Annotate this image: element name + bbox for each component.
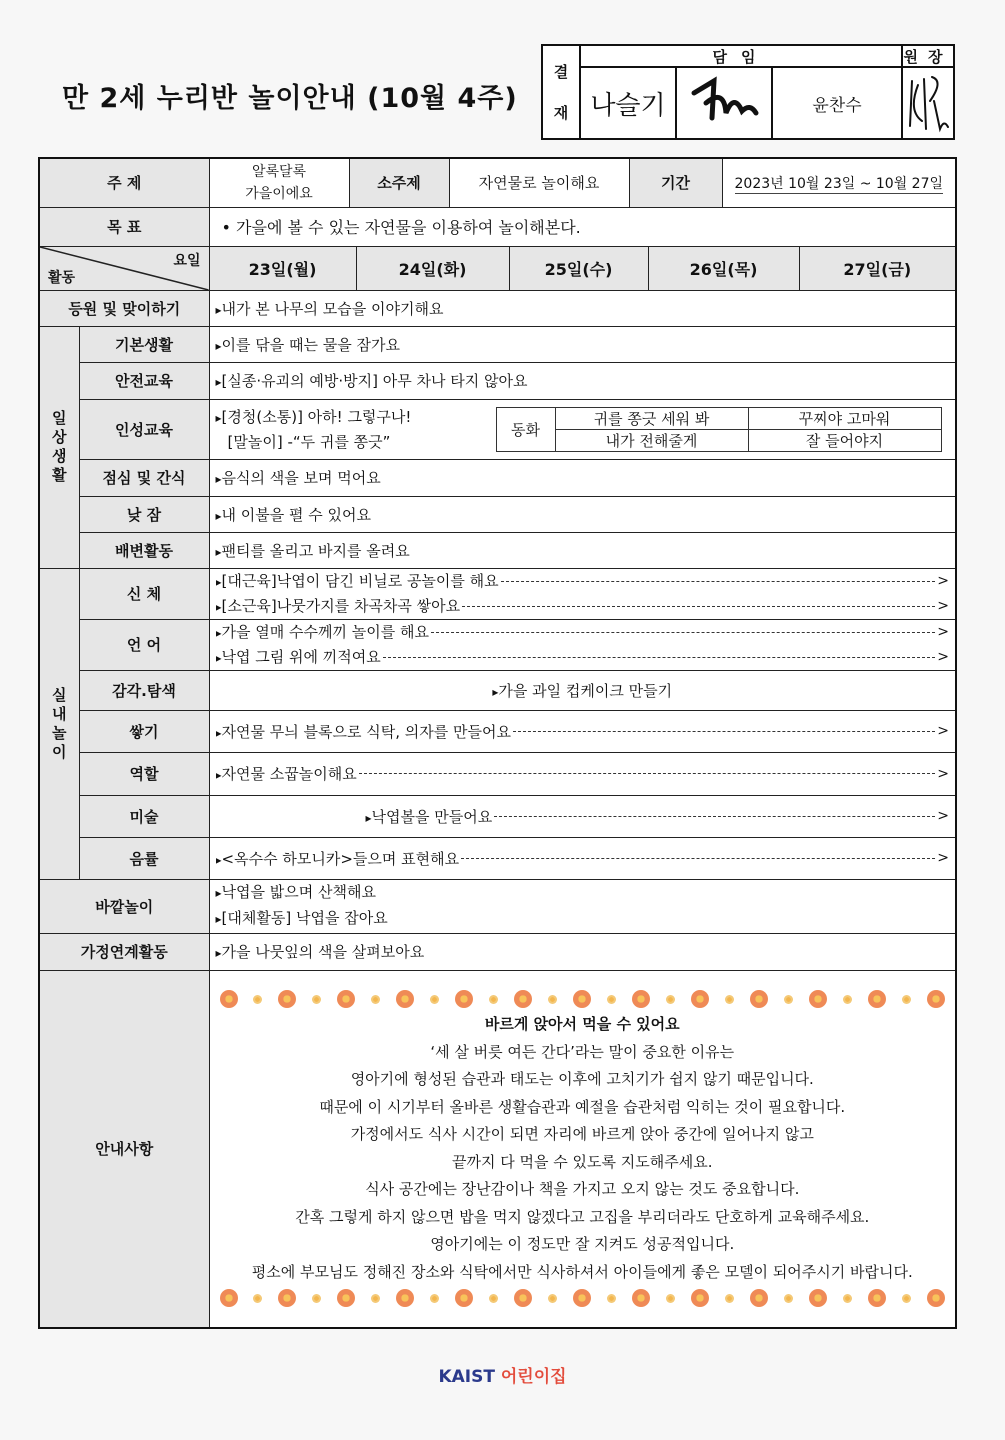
story-1: 귀를 쫑긋 세워 봐 — [555, 407, 748, 429]
flower-icon — [868, 990, 886, 1008]
sensory-label: 감각.탐색 — [79, 670, 209, 710]
flower-border-top — [216, 987, 950, 1011]
notice-line-3: 때문에 이 시기부터 올바른 생활습관과 예절을 습관처럼 익히는 것이 필요합니다. — [319, 1097, 846, 1116]
toilet-label: 배변활동 — [79, 532, 209, 568]
flower-icon — [750, 1289, 768, 1307]
teacher1-signature — [677, 68, 773, 138]
indoor-char-2: 내 — [52, 704, 67, 723]
period-label: 기간 — [629, 158, 722, 207]
story-2: 꾸찌야 고마워 — [748, 407, 941, 429]
meal-text: ▸ 음식의 색을 보며 먹어요 — [209, 459, 956, 496]
character-text — [216, 405, 486, 454]
art-line: ▸ 낙엽볼을 만들어요 > — [216, 806, 950, 827]
body-label: 신 체 — [79, 568, 209, 619]
approval-label-top: 결 — [553, 63, 569, 81]
language-line1-text: ▸ 가을 열매 수수께끼 놀이를 해요 — [216, 620, 429, 645]
small-flower-icon — [902, 995, 911, 1004]
daily-life-char-2: 상 — [52, 428, 67, 446]
greeting-label: 등원 및 맞이하기 — [39, 290, 209, 326]
blocks-label: 쌓기 — [79, 710, 209, 752]
greeting-text: ▸ 내가 본 나무의 모습을 이야기해요 — [209, 290, 956, 326]
daily-life-char-4: 활 — [52, 466, 67, 484]
director-signature — [903, 68, 953, 138]
teacher1-name: 나슬기 — [581, 68, 677, 138]
approval-label-bottom: 재 — [553, 104, 569, 122]
role-label: 역할 — [79, 752, 209, 795]
small-flower-icon — [371, 1294, 380, 1303]
flower-icon — [278, 990, 296, 1008]
small-flower-icon — [430, 995, 439, 1004]
music-text: ▸ <옥수수 하모니카>들으며 표현해요 — [216, 848, 460, 869]
notice-line-9: 평소에 부모님도 정해진 장소와 식탁에서만 식사하셔서 아이들에게 좋은 모델이 되어주시기 바랍니다. — [251, 1262, 913, 1281]
language-line2-text: ▸ 낙엽 그림 위에 끼적여요 — [216, 645, 381, 670]
small-flower-icon — [548, 995, 557, 1004]
approval-label — [543, 46, 581, 138]
small-flower-icon — [253, 1294, 262, 1303]
basic-label: 기본생활 — [79, 326, 209, 362]
flower-icon — [573, 1289, 591, 1307]
art-label: 미술 — [79, 795, 209, 837]
body-line1: ▸ [대근육]낙엽이 담긴 비닐로 공놀이를 해요 > — [216, 569, 950, 594]
blocks-cell — [209, 710, 956, 752]
day-fri: 27일(금) — [800, 247, 956, 290]
flower-icon — [220, 1289, 238, 1307]
indoor-group — [39, 568, 79, 879]
subtheme-value: 자연물로 놀이해요 — [449, 158, 629, 207]
notice-cell — [209, 970, 956, 1328]
flower-icon — [455, 1289, 473, 1307]
day-wed: 25일(수) — [510, 247, 649, 290]
language-cell — [209, 619, 956, 670]
day-activity-corner — [39, 246, 209, 290]
period-value — [722, 158, 956, 207]
notice-line-6: 식사 공간에는 장난감이나 책을 가지고 오지 않는 것도 중요합니다. — [365, 1180, 800, 1199]
story-3: 내가 전해줄게 — [555, 429, 748, 451]
role-line: ▸ 자연물 소꿉놀이해요 > — [216, 763, 950, 784]
notice-line-5: 끝까지 다 먹을 수 있도록 지도해주세요. — [452, 1152, 713, 1171]
story-label: 동화 — [496, 407, 555, 451]
corner-day-label: 요일 — [173, 252, 201, 269]
body-line2: ▸ [소근육]나뭇가지를 차곡차곡 쌓아요 > — [216, 594, 950, 619]
flower-icon — [809, 1289, 827, 1307]
flower-icon — [750, 990, 768, 1008]
day-tue: 24일(화) — [357, 247, 510, 290]
language-label: 언 어 — [79, 619, 209, 670]
theme-value — [209, 158, 349, 207]
music-line: ▸ <옥수수 하모니카>들으며 표현해요 > — [216, 848, 950, 869]
flower-icon — [691, 990, 709, 1008]
daily-life-group — [39, 326, 79, 568]
approval-box — [541, 44, 955, 140]
flower-icon — [396, 1289, 414, 1307]
outdoor-cell — [209, 879, 956, 933]
small-flower-icon — [725, 995, 734, 1004]
notice-title: 바르게 앉아서 먹을 수 있어요 — [484, 1015, 680, 1034]
small-flower-icon — [548, 1294, 557, 1303]
small-flower-icon — [666, 995, 675, 1004]
period-text: 2023년 10월 23일 ~ 10월 27일 — [734, 175, 944, 192]
small-flower-icon — [489, 995, 498, 1004]
blocks-text: ▸ 자연물 무늬 블록으로 식탁, 의자를 만들어요 — [216, 721, 511, 742]
basic-text: ▸ 이를 닦을 때는 물을 잠가요 — [209, 326, 956, 362]
theme-label: 주 제 — [39, 158, 209, 207]
flower-icon — [868, 1289, 886, 1307]
flower-icon — [396, 990, 414, 1008]
body-cell — [209, 568, 956, 619]
art-text: ▸ 낙엽볼을 만들어요 — [366, 806, 493, 827]
small-flower-icon — [666, 1294, 675, 1303]
character-cell — [209, 399, 956, 459]
indoor-char-4: 이 — [52, 742, 67, 761]
outdoor-line2: ▸ [대체활동] 낙엽을 잡아요 — [216, 906, 950, 932]
notice-line-2: 영아기에 형성된 습관과 태도는 이후에 고치기가 쉽지 않기 때문입니다. — [350, 1070, 814, 1089]
flower-border-bottom — [216, 1286, 950, 1310]
notice-line-7: 간혹 그렇게 하지 않으면 밥을 먹지 않겠다고 고집을 부리더라도 단호하게 교육해주세요. — [295, 1207, 870, 1226]
language-line2: ▸ 낙엽 그림 위에 끼적여요 > — [216, 645, 950, 670]
kaist-logo — [0, 1362, 1005, 1387]
flower-icon — [514, 990, 532, 1008]
toilet-text: ▸ 팬티를 올리고 바지를 올려요 — [209, 532, 956, 568]
indoor-char-1: 실 — [52, 685, 67, 704]
logo-daycare: 어린이집 — [500, 1367, 567, 1387]
notice-line-4: 가정에서도 식사 시간이 되면 자리에 바르게 앉아 중간에 일어나지 않고 — [350, 1125, 814, 1144]
body-line1-text: ▸ [대근육]낙엽이 담긴 비닐로 공놀이를 해요 — [216, 569, 499, 594]
goal-value: • 가을에 볼 수 있는 자연물을 이용하여 놀이해본다. — [209, 207, 956, 246]
flower-icon — [455, 990, 473, 1008]
day-thu: 26일(목) — [649, 247, 800, 290]
small-flower-icon — [902, 1294, 911, 1303]
goal-label: 목 표 — [39, 207, 209, 246]
music-cell — [209, 837, 956, 879]
role-text: ▸ 자연물 소꿉놀이해요 — [216, 763, 357, 784]
flower-icon — [691, 1289, 709, 1307]
sensory-cell — [209, 670, 956, 710]
small-flower-icon — [430, 1294, 439, 1303]
page-title: 만 2세 누리반 놀이안내 (10월 4주) — [62, 83, 518, 114]
daily-life-char-1: 일 — [52, 409, 67, 427]
flower-icon — [809, 990, 827, 1008]
flower-icon — [632, 990, 650, 1008]
corner-activity-label: 활동 — [48, 269, 76, 286]
home-label: 가정연계활동 — [39, 933, 209, 970]
story-4: 잘 들어야지 — [748, 429, 941, 451]
daily-life-char-3: 생 — [52, 447, 67, 465]
small-flower-icon — [253, 995, 262, 1004]
flower-icon — [514, 1289, 532, 1307]
notice-line-1: ‘세 살 버릇 여든 간다’라는 말이 중요한 이유는 — [430, 1042, 735, 1061]
nap-text: ▸ 내 이불을 펼 수 있어요 — [209, 496, 956, 532]
blocks-line: ▸ 자연물 무늬 블록으로 식탁, 의자를 만들어요 > — [216, 721, 950, 742]
teacher2-name: 윤찬수 — [773, 68, 903, 138]
small-flower-icon — [784, 995, 793, 1004]
character-label: 인성교육 — [79, 399, 209, 459]
small-flower-icon — [843, 1294, 852, 1303]
notice-label: 안내사항 — [39, 970, 209, 1328]
theme-line2: 가을이에요 — [245, 185, 313, 202]
flower-icon — [632, 1289, 650, 1307]
body-line2-text: ▸ [소근육]나뭇가지를 차곡차곡 쌓아요 — [216, 594, 461, 619]
flower-icon — [927, 1289, 945, 1307]
sensory-text: ▸ 가을 과일 컵케이크 만들기 — [492, 682, 672, 700]
notice-line-8: 영아기에는 이 정도만 잘 지켜도 성공적입니다. — [430, 1235, 735, 1254]
small-flower-icon — [312, 995, 321, 1004]
flower-icon — [337, 990, 355, 1008]
small-flower-icon — [843, 995, 852, 1004]
role-cell — [209, 752, 956, 795]
plan-table — [38, 157, 957, 1329]
character-line1: ▸ [경청(소통)] 아하! 그렇구나! — [216, 405, 486, 430]
flower-icon — [573, 990, 591, 1008]
meal-label: 점심 및 간식 — [79, 459, 209, 496]
subtheme-label: 소주제 — [349, 158, 449, 207]
small-flower-icon — [607, 995, 616, 1004]
theme-line1: 알록달록 — [251, 163, 307, 180]
small-flower-icon — [784, 1294, 793, 1303]
small-flower-icon — [371, 995, 380, 1004]
outdoor-label: 바깥놀이 — [39, 879, 209, 933]
safety-label: 안전교육 — [79, 362, 209, 399]
day-mon: 23일(월) — [210, 247, 357, 290]
director-header: 원장 — [903, 46, 953, 68]
flower-icon — [278, 1289, 296, 1307]
day-header-row — [209, 246, 956, 290]
indoor-char-3: 놀 — [52, 723, 67, 742]
small-flower-icon — [312, 1294, 321, 1303]
outdoor-line1: ▸ 낙엽을 밟으며 산책해요 — [216, 880, 950, 906]
small-flower-icon — [489, 1294, 498, 1303]
small-flower-icon — [725, 1294, 734, 1303]
character-line2: [말놀이] -“두 귀를 쫑긋” — [227, 432, 391, 451]
small-flower-icon — [607, 1294, 616, 1303]
safety-text: ▸ [실종·유괴의 예방·방지] 아무 차나 타지 않아요 — [209, 362, 956, 399]
flower-icon — [927, 990, 945, 1008]
logo-kaist: KAIST — [438, 1367, 495, 1387]
home-text: ▸ 가을 나뭇잎의 색을 살펴보아요 — [209, 933, 956, 970]
nap-label: 낮 잠 — [79, 496, 209, 532]
story-table — [496, 407, 942, 452]
flower-icon — [337, 1289, 355, 1307]
music-label: 음률 — [79, 837, 209, 879]
flower-icon — [220, 990, 238, 1008]
art-cell — [209, 795, 956, 837]
homeroom-header: 담임 — [581, 46, 903, 68]
language-line1: ▸ 가을 열매 수수께끼 놀이를 해요 > — [216, 620, 950, 645]
